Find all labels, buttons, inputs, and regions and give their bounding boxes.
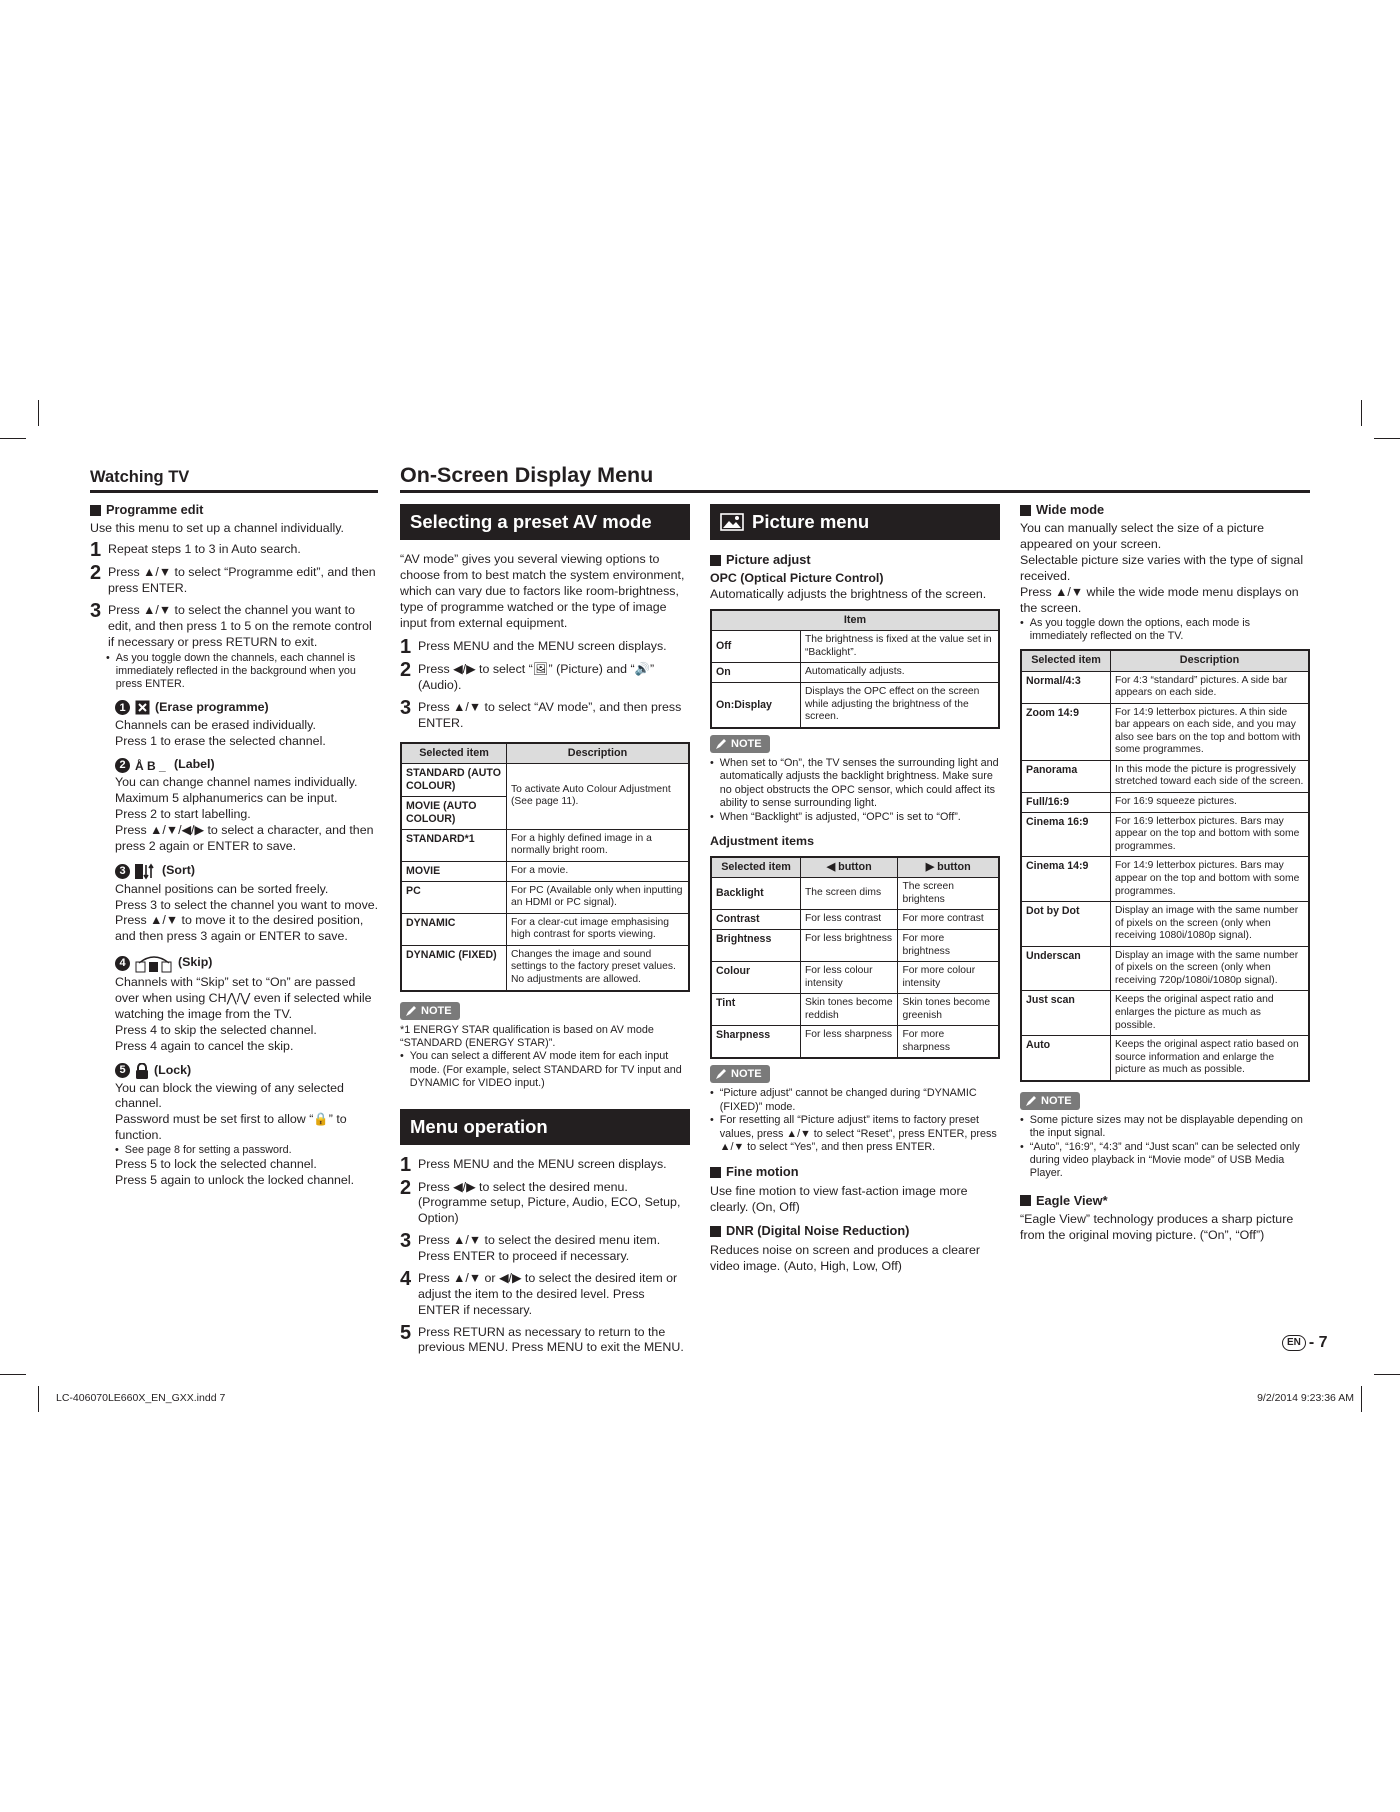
preset-intro: “AV mode” gives you several viewing options to choose from to best match the system environment, which can vary due to factors like room-brightness, type of programme watched or the type of image input from external equipment. [400, 552, 685, 630]
crop-mark [0, 438, 26, 439]
table-row: DYNAMIC (FIXED) Changes the image and sound settings to the factory preset values. No adjustments are allowed. [401, 945, 689, 990]
column-wide-mode: Wide mode You can manually select the size of a picture appeared on your screen. Selectable picture size varies with the type of signal received. Press ▲/▼ while the wide mode menu displays on the screen. • As you toggle down the options, each mode is immediately reflected on the TV. Selected item Description Normal/4:3 For 4:3 “standard” pictures. A side bar appears on each side. Zoom 14:9 For 14:9 letterbox pictures. A thin side bar appears on each side, and you may also see bars on the top and bottom with some programmes. Panorama In this mode the picture is progressively stretched toward each side of the screen. Full/16:9 For 16:9 squeeze pictures. Cinema 16:9 For 16:9 letterbox pictures. Bars may appear on the top and bottom with some programmes. Cinema 14:9 For 14:9 letterbox pictures. Bars may appear on the top and bottom with some programmes. Dot by Dot Display an image with the same number of pixels on the screen (only when receiving 1080i/1080p signal). Underscan Display an image with the same number of pixels on the screen (only when receiving 720p/1080i/1080p signal). Just scan Keeps the original aspect ratio and enlarges the picture as much as possible. Auto Keeps the original aspect ratio based on source information and enlarge the picture as much as possible. NOTE • Some picture sizes may not be displayable depending on the input signal. • “Auto”, “16:9”, “4:3” and “Just scan” can be selected only during video playback in “Movie mode” of USB Media Player. Eagle View* “Eagle View” technology produces a sharp picture from the original moving picture. (“On”, “Off”) [1020, 502, 1310, 1249]
fine-motion-heading: Fine motion [710, 1164, 1000, 1180]
erase-icon [135, 700, 150, 715]
step: 2 Press ◀/▶ to select “🖼” (Picture) and “🔊” (Audio). [400, 659, 655, 693]
note-icon [1025, 1095, 1037, 1107]
table-row: STANDARD*1 For a highly defined image in a normally bright room. [401, 829, 689, 861]
footer-file: LC-406070LE660X_EN_GXX.indd 7 [56, 1392, 226, 1404]
adjustment-heading: Adjustment items [710, 833, 814, 848]
note-badge: NOTE [710, 1065, 770, 1083]
adjustment-notes: • “Picture adjust” cannot be changed during “DYNAMIC (FIXED)” mode. • For resetting all “Picture adjust” items to factory preset values, press ▲/▼ to select “Reset”, press ENTER, press ▲/▼ to select “Yes”, and then press ENTER. [710, 1087, 997, 1153]
table-row: Zoom 14:9 For 14:9 letterbox pictures. A thin side bar appears on each side, and you may also see bars on the top and bottom with some programmes. [1021, 703, 1309, 760]
av-notes: *1 ENERGY STAR qualification is based on AV mode “STANDARD (ENERGY STAR)”. • You can select a different AV mode item for each input mode. (For example, select STANDARD for TV input and DYNAMIC for VIDEO input.) [400, 1023, 682, 1090]
wide-mode-heading: Wide mode [1020, 502, 1310, 518]
svg-text:Å B _: Å B _ [135, 758, 166, 773]
step: 3 Press ▲/▼ to select “AV mode”, and then press ENTER. [400, 697, 682, 730]
step: 4 Press ▲/▼ or ◀/▶ to select the desired item or adjust the item to the desired level. Press ENTER if necessary. [400, 1267, 678, 1317]
picture-adjust-heading: Picture adjust [710, 552, 1000, 568]
table-row: On Automatically adjusts. [711, 663, 999, 683]
crop-mark [38, 1386, 39, 1412]
table-row: Cinema 16:9 For 16:9 letterbox pictures. Bars may appear on the top and bottom with some programmes. [1021, 812, 1309, 857]
step: 1 Press MENU and the MENU screen displays. [400, 1153, 667, 1176]
wide-mode-notes: • Some picture sizes may not be displayable depending on the input signal. • “Auto”, “16:9”, “4:3” and “Just scan” can be selected only during video playback in “Movie mode” of USB Media Player. [1020, 1113, 1303, 1180]
skip-icon [135, 953, 173, 973]
opc-heading: OPC (Optical Picture Control) [710, 571, 884, 586]
table-row: Contrast For less contrast For more contrast [711, 910, 999, 930]
av-mode-table: Selected item Description STANDARD (AUTO COLOUR) To activate Auto Colour Adjustment (See page 11). MOVIE (AUTO COLOUR) STANDARD*1 For a highly defined image in a normally bright room. MOVIE For a movie. PC For PC (Available only when inputting an HDMI or PC signal). DYNAMIC For a clear-cut image emphasising high contrast for sports viewing. DYNAMIC (FIXED) Changes the image and sound settings to the factory preset values. No adjustments are allowed. [400, 742, 690, 992]
step: 2 Press ◀/▶ to select the desired menu. (Programme setup, Picture, Audio, ECO, Setup, Option) [400, 1176, 681, 1226]
step: 3 Press ▲/▼ to select the desired menu item. Press ENTER to proceed if necessary. [400, 1230, 661, 1264]
language-badge: EN [1282, 1335, 1306, 1351]
step: 1 Press MENU and the MENU screen displays. [400, 636, 667, 659]
note-badge: NOTE [1020, 1092, 1080, 1110]
table-row: On:Display Displays the OPC effect on the screen while adjusting the brightness of the screen. [711, 683, 999, 728]
step: 1 Repeat steps 1 to 3 in Auto search. [90, 539, 301, 562]
table-row: Panorama In this mode the picture is progressively stretched toward each side of the screen. [1021, 760, 1309, 792]
crop-mark [1361, 1386, 1362, 1412]
dnr-heading: DNR (Digital Noise Reduction) [710, 1223, 1000, 1239]
table-row: Brightness For less brightness For more brightness [711, 929, 999, 961]
square-bullet-icon [90, 505, 101, 516]
crop-mark [38, 400, 39, 426]
note-badge: NOTE [710, 735, 770, 753]
programme-edit-heading: Programme edit [90, 502, 380, 518]
table-row: Just scan Keeps the original aspect ratio and enlarges the picture as much as possible. [1021, 991, 1309, 1036]
column-programme-edit: Programme edit Use this menu to set up a channel individually. 1 Repeat steps 1 to 3 in Auto search. 2 Press ▲/▼ to select “Programme edit”, and then press ENTER. 3 Press ▲/▼ to select the channel you want to edit, and then press 1 to 5 on the remote control if necessary or press RETURN to exit. • As you toggle down the channels, each channel is immediately reflected in the background when you press ENTER. 1 (Erase programme) Channels can be erased individually. Press 1 to erase the selected channel. 2 Å B _ (Label) You can change channel names individually. Maximum 5 alphanumerics can be input. Press 2 to start labelling. Press ▲/▼/◀/▶ to select a character, and then press 2 again or ENTER to save. 3 (Sort) Channel positions can be sorted freely. Press 3 to select the channel you want to move. Press ▲/▼ to move it to the desired position, and then press 3 again or ENTER to save. 4 (Skip) Channels with “Skip” set to “On” are passed over when using CH⋀/⋁ even if selected while watching the image from the TV. Press 4 to skip the selected channel. Press 4 again to cancel the skip. 5 (Lock) You can block the viewing of any selected channel. Password must be set first to allow “🔒” to function. • See page 8 for setting a password. Press 5 to lock the selected channel. Press 5 again to unlock the locked channel. [90, 502, 379, 1188]
lock-heading: 5 (Lock) [115, 1063, 380, 1079]
picture-icon [720, 513, 744, 531]
table-row: Backlight The screen dims The screen brightens [711, 877, 999, 909]
footer-date: 9/2/2014 9:23:36 AM [1257, 1392, 1354, 1404]
programme-edit-intro: Use this menu to set up a channel individually. [90, 521, 344, 536]
table-row: STANDARD (AUTO COLOUR) To activate Auto Colour Adjustment (See page 11). [401, 764, 689, 797]
note-icon [405, 1005, 417, 1017]
table-row: MOVIE For a movie. [401, 861, 689, 881]
label-heading: 2 Å B _ (Label) [115, 757, 380, 773]
sort-icon [135, 863, 157, 880]
table-row: MOVIE (AUTO COLOUR) [401, 796, 689, 829]
note-bullet: • As you toggle down the channels, each channel is immediately reflected in the background when you press ENTER. [106, 651, 356, 691]
column-av-mode [400, 504, 690, 1362]
table-row: Colour For less colour intensity For more colour intensity [711, 962, 999, 994]
note-bullet: • As you toggle down the options, each mode is immediately reflected on the TV. [1020, 616, 1251, 642]
menu-operation-header: Menu operation [400, 1109, 690, 1145]
crop-mark [0, 1374, 26, 1375]
page-number: EN - 7 [1282, 1334, 1328, 1352]
skip-heading: 4 (Skip) [115, 953, 380, 973]
table-row: Dot by Dot Display an image with the same number of pixels on the screen (only when receiving 1080i/1080p signal). [1021, 902, 1309, 947]
opc-notes: • When set to “On”, the TV senses the surrounding light and automatically adjusts the backlight brightness. Make sure no object obstructs the OPC sensor, which could affect its ability to sense surrounding light. • When “Backlight” is adjusted, “OPC” is set to “Off”. [710, 757, 999, 823]
table-row: Underscan Display an image with the same number of pixels on the screen (only when receiving 720p/1080i/1080p signal). [1021, 946, 1309, 991]
table-row: Tint Skin tones become reddish Skin tones become greenish [711, 994, 999, 1026]
step: 5 Press RETURN as necessary to return to the previous MENU. Press MENU to exit the MENU. [400, 1321, 684, 1355]
table-row: Normal/4:3 For 4:3 “standard” pictures. A side bar appears on each side. [1021, 671, 1309, 703]
erase-heading: 1 (Erase programme) [115, 700, 380, 716]
crop-mark [1361, 400, 1362, 426]
section-title: Watching TV [90, 468, 378, 493]
wide-mode-table: Selected item Description Normal/4:3 For 4:3 “standard” pictures. A side bar appears on each side. Zoom 14:9 For 14:9 letterbox pictures. A thin side bar appears on each side, and you may also see bars on the top and bottom with some programmes. Panorama In this mode the picture is progressively stretched toward each side of the screen. Full/16:9 For 16:9 squeeze pictures. Cinema 16:9 For 16:9 letterbox pictures. Bars may appear on the top and bottom with some programmes. Cinema 14:9 For 14:9 letterbox pictures. Bars may appear on the top and bottom with some programmes. Dot by Dot Display an image with the same number of pixels on the screen (only when receiving 1080i/1080p signal). Underscan Display an image with the same number of pixels on the screen (only when receiving 720p/1080i/1080p signal). Just scan Keeps the original aspect ratio and enlarges the picture as much as possible. Auto Keeps the original aspect ratio based on source information and enlarge the picture as much as possible. [1020, 649, 1310, 1081]
picture-menu-header: Picture menu [710, 504, 1000, 540]
crop-mark [1374, 438, 1400, 439]
table-row: Cinema 14:9 For 14:9 letterbox pictures. Bars may appear on the top and bottom with some programmes. [1021, 857, 1309, 902]
step: 2 Press ▲/▼ to select “Programme edit”, and then press ENTER. [90, 562, 376, 596]
label-icon [135, 758, 169, 773]
adjustment-table: Selected item ◀ button ▶ button Backlight The screen dims The screen brightens Contrast For less contrast For more contrast Brightness For less brightness For more brightness Colour For less colour intensity For more colour intensity Tint Skin tones become reddish Skin tones become greenish Sharpness For less sharpness For more sharpness [710, 856, 1000, 1060]
lock-icon [135, 1063, 149, 1079]
crop-mark [1374, 1374, 1400, 1375]
table-row: DYNAMIC For a clear-cut image emphasising high contrast for sports viewing. [401, 913, 689, 945]
table-row: PC For PC (Available only when inputting an HDMI or PC signal). [401, 881, 689, 913]
table-row: Off The brightness is fixed at the value set in “Backlight”. [711, 631, 999, 663]
note-icon [715, 738, 727, 750]
note-badge: NOTE [400, 1002, 460, 1020]
note-bullet: • See page 8 for setting a password. [115, 1144, 292, 1156]
note-icon [715, 1068, 727, 1080]
table-row: Auto Keeps the original aspect ratio based on source information and enlarge the picture as much as possible. [1021, 1036, 1309, 1081]
column-picture-menu: Picture menu Picture adjust OPC (Optical Picture Control) Automatically adjusts the brightness of the screen. Item Off The brightness is fixed at the value set in “Backlight”. On Automatically adjusts. On:Display Displays the OPC effect on the screen while adjusting the brightness of the screen. NOTE • When set to “On”, the TV senses the surrounding light and automatically adjusts the backlight brightness. Make sure no object obstructs the OPC sensor, which could affect its ability to sense surrounding light. • When “Backlight” is adjusted, “OPC” is set to “Off”. Adjustment items Selected item ◀ button ▶ button Backlight The screen dims The screen brightens Contrast For less contrast For more contrast Brightness For less brightness For more brightness Colour For less colour intensity For more colour intensity Tint Skin tones become reddish Skin tones become greenish Sharpness For less sharpness For more sharpness NOTE • “Picture adjust” cannot be changed during “DYNAMIC (FIXED)” mode. • For resetting all “Picture adjust” items to factory preset values, press ▲/▼ to select “Reset”, press ENTER, press ▲/▼ to select “Yes”, and then press ENTER. Fine motion Use fine motion to view fast-action image more clearly. (On, Off) DNR (Digital Noise Reduction) Reduces noise on screen and produces a clearer video image. (Auto, High, Low, Off) [710, 504, 1000, 1280]
eagle-view-heading: Eagle View* [1020, 1193, 1310, 1209]
sort-heading: 3 (Sort) [115, 863, 380, 880]
table-row: Sharpness For less sharpness For more sharpness [711, 1026, 999, 1059]
preset-av-mode-header: Selecting a preset AV mode [400, 504, 690, 540]
table-row: Full/16:9 For 16:9 squeeze pictures. [1021, 792, 1309, 812]
opc-table: Item Off The brightness is fixed at the value set in “Backlight”. On Automatically adjusts. On:Display Displays the OPC effect on the screen while adjusting the brightness of the screen. [710, 609, 1000, 729]
main-title: On-Screen Display Menu [400, 463, 1310, 493]
step: 3 Press ▲/▼ to select the channel you want to edit, and then press 1 to 5 on the remote control if necessary or press RETURN to exit. [90, 600, 372, 649]
